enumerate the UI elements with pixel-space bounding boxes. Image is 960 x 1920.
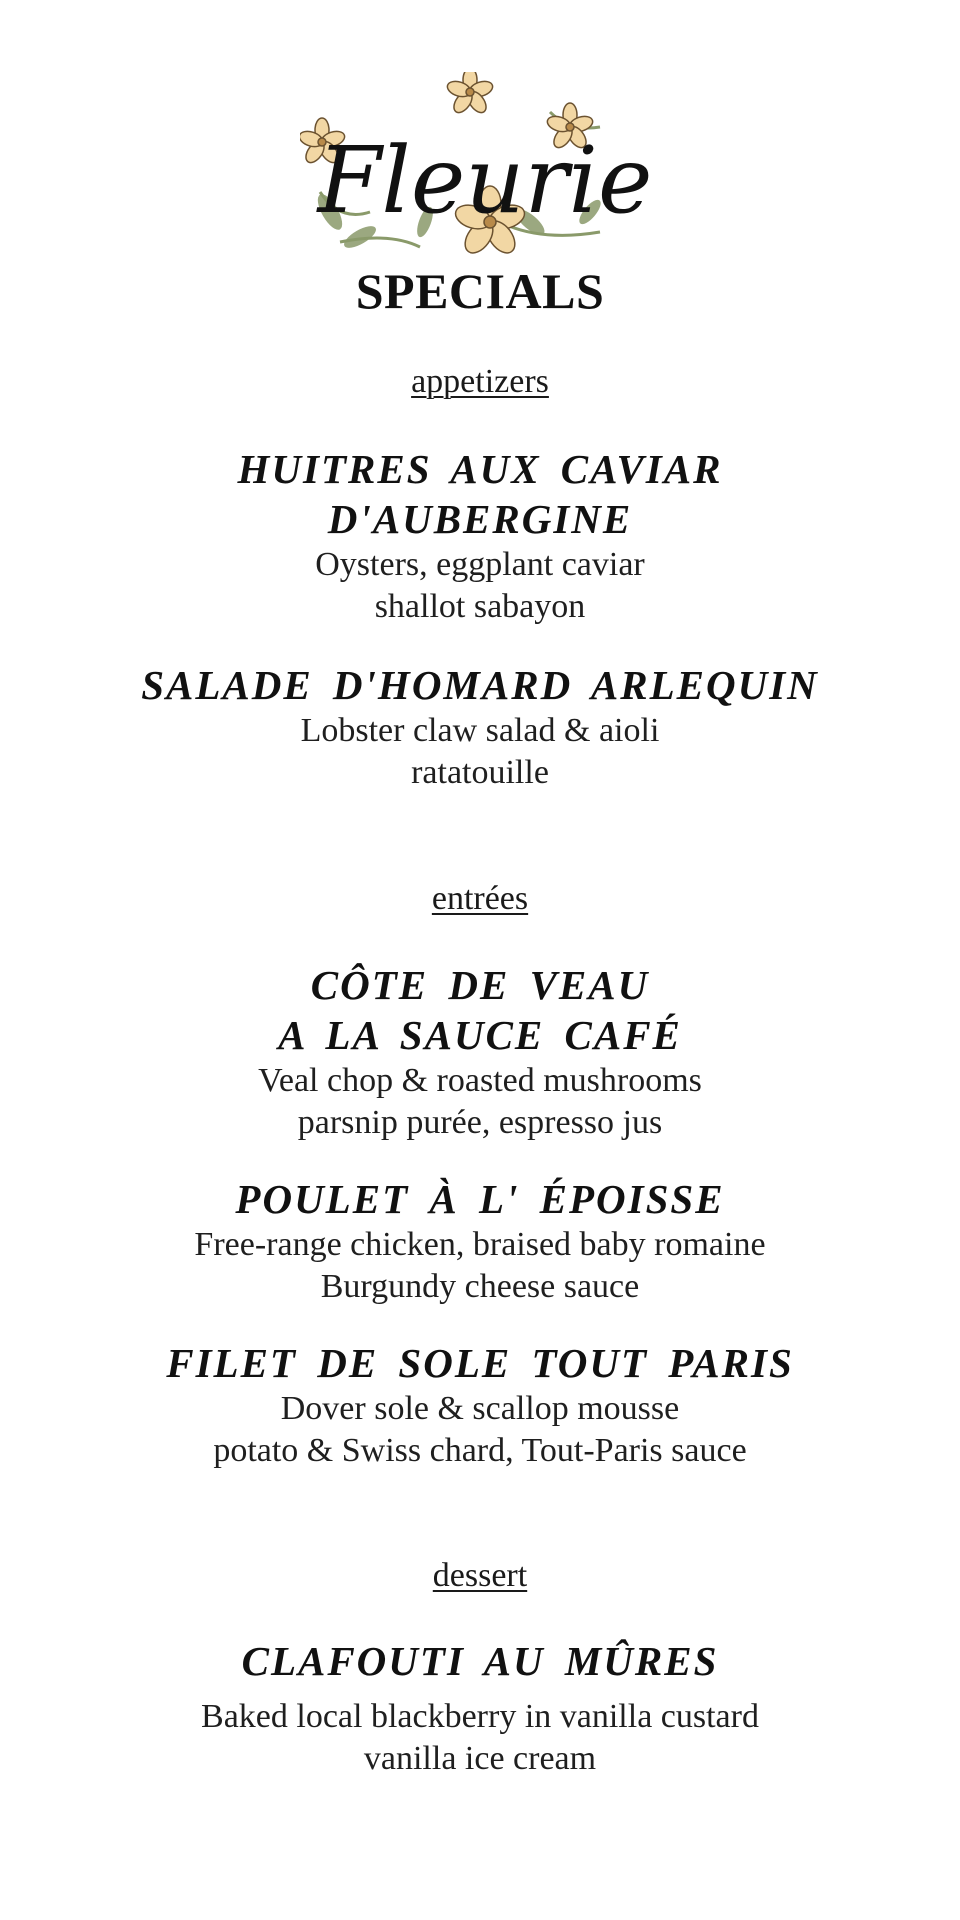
dish-name: CLAFOUTI AU MÛRES [241,1638,719,1684]
dish-item [0,1636,960,1780]
dish-description: Oysters, eggplant caviar shallot sabayon [315,546,645,625]
section-heading-entrees: entrées [431,880,529,917]
dish-description: Dover sole & scallop mousse potato & Swiss chard, Tout-Paris sauce [213,1390,747,1469]
dish-item [0,444,960,628]
dish-name: SALADE D'HOMARD ARLEQUIN [141,662,819,708]
dish-description: Free-range chicken, braised baby romaine Burgundy cheese sauce [194,1226,766,1305]
dish-item [0,1174,960,1308]
dish-name: POULET À L' ÉPOISSE [235,1176,725,1222]
dish-name: HUITRES AUX CAVIAR D'AUBERGINE [237,446,723,542]
dish-item [0,1338,960,1472]
dish-name: CÔTE DE VEAU A LA SAUCE CAFÉ [278,962,682,1058]
section-heading-dessert: dessert [432,1557,528,1594]
dish-description: Lobster claw salad & aioli ratatouille [300,712,660,791]
dish-description: Baked local blackberry in vanilla custard vanilla ice cream [201,1698,759,1777]
flower-logo-icon [300,72,660,262]
dish-description: Veal chop & roasted mushrooms parsnip purée, espresso jus [258,1062,702,1141]
section-heading-appetizers: appetizers [411,363,549,400]
page-title: SPECIALS [355,263,605,319]
logo-wordmark: Fleurie [317,127,653,234]
dish-name: FILET DE SOLE TOUT PARIS [166,1340,794,1386]
fleurie-logo [300,72,660,262]
dish-item [0,960,960,1144]
dish-item [0,660,960,794]
